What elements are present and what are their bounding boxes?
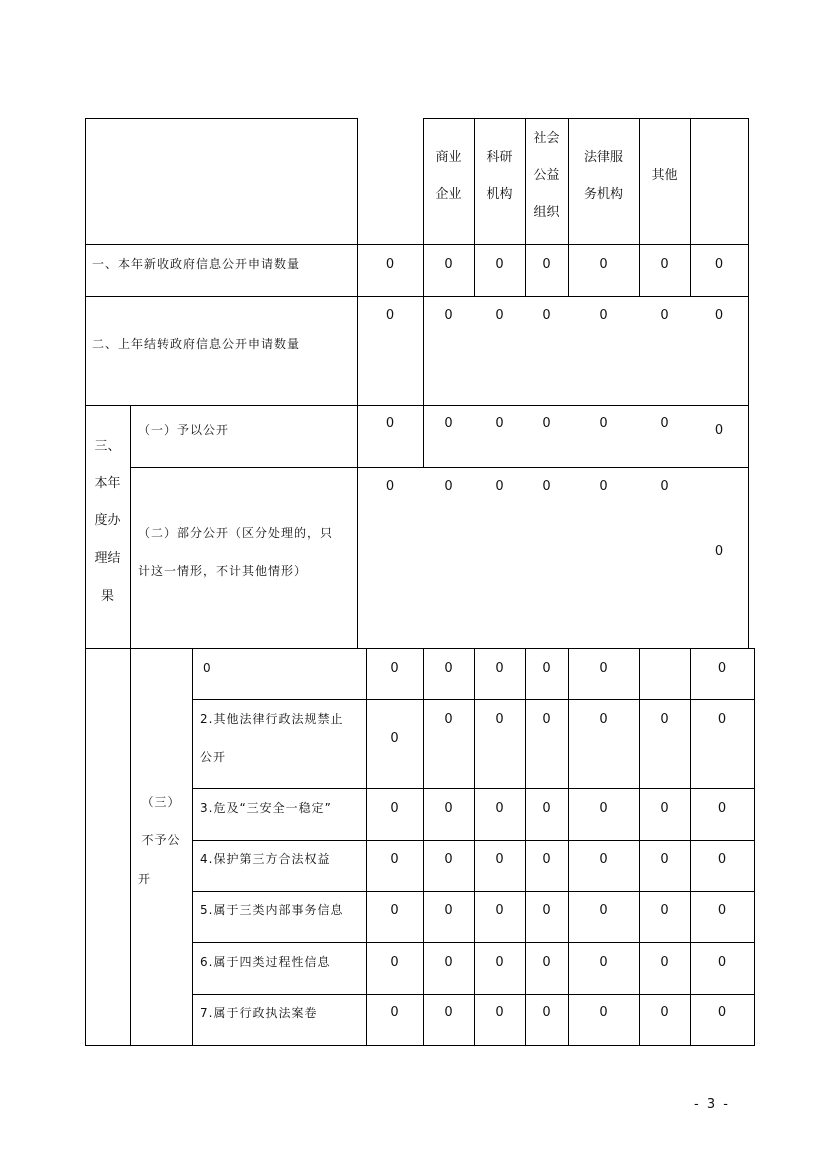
grid-line xyxy=(85,118,358,119)
cell-value: 0 xyxy=(599,801,608,816)
row-label: 公开 xyxy=(200,750,227,764)
grid-line xyxy=(423,118,749,119)
grid-line xyxy=(357,118,358,648)
cell-value: 0 xyxy=(385,308,395,323)
cell-value: 0 xyxy=(390,731,399,746)
cell-value: 0 xyxy=(495,661,504,676)
cell-value: 0 xyxy=(599,955,608,970)
cell-value: 0 xyxy=(717,801,727,816)
cell-value: 0 xyxy=(714,257,724,272)
row-label: 5.属于三类内部事务信息 xyxy=(200,903,344,917)
cell-value: 0 xyxy=(385,416,395,431)
row-label: 2.其他法律行政法规禁止 xyxy=(200,712,344,726)
row-label: 二、上年结转政府信息公开申请数量 xyxy=(92,337,301,351)
cell-value: 0 xyxy=(660,801,669,816)
grid-line xyxy=(130,648,131,1046)
row-label: 一、本年新收政府信息公开申请数量 xyxy=(92,257,301,271)
grid-line xyxy=(192,891,755,892)
cell-value: 0 xyxy=(495,903,504,918)
grid-line xyxy=(85,405,749,406)
cell-value: 0 xyxy=(542,1005,551,1020)
section-label-line: 果 xyxy=(100,589,114,604)
col-header-biz-line1: 商业 xyxy=(435,150,462,165)
cell-value: 0 xyxy=(660,257,669,272)
grid-line xyxy=(423,118,424,468)
row-label: 计这一情形，不计其他情形） xyxy=(138,564,308,578)
cell-value: 0 xyxy=(542,852,551,867)
row-label: 6.属于四类过程性信息 xyxy=(200,955,331,969)
col-header-legal-line1: 法律服 xyxy=(583,150,623,165)
grid-line xyxy=(85,1045,755,1046)
page-number: - 3 - xyxy=(694,1097,730,1112)
cell-value: 0 xyxy=(495,801,504,816)
cell-value: 0 xyxy=(599,308,608,323)
cell-value: 0 xyxy=(444,1005,453,1020)
cell-value: 0 xyxy=(599,852,608,867)
cell-value: 0 xyxy=(599,257,608,272)
cell-value: 0 xyxy=(385,479,395,494)
cell-value: 0 xyxy=(660,479,669,494)
cell-value: 0 xyxy=(390,661,399,676)
grid-line xyxy=(130,467,749,468)
grid-line xyxy=(690,648,691,1046)
cell-value: 0 xyxy=(495,852,504,867)
cell-value: 0 xyxy=(714,308,724,323)
cell-value: 0 xyxy=(444,661,453,676)
grid-line xyxy=(85,296,749,297)
cell-value: 0 xyxy=(660,852,669,867)
cell-value: 0 xyxy=(495,416,504,431)
cell-value: 0 xyxy=(714,423,724,438)
cell-value: 0 xyxy=(599,661,608,676)
col-header-biz-line2: 企业 xyxy=(435,187,462,202)
sub3-label-line: （三） xyxy=(141,795,181,809)
cell-value: 0 xyxy=(495,955,504,970)
cell-value: 0 xyxy=(599,416,608,431)
cell-value: 0 xyxy=(599,1005,608,1020)
cell-value: 0 xyxy=(542,801,551,816)
cell-value: 0 xyxy=(542,661,551,676)
row-label: （一）予以公开 xyxy=(138,423,230,437)
sub3-label-line: 开 xyxy=(138,872,152,886)
cell-value: 0 xyxy=(542,955,551,970)
cell-value: 0 xyxy=(444,257,453,272)
grid-line xyxy=(130,405,131,648)
cell-value: 0 xyxy=(444,852,453,867)
cell-value: 0 xyxy=(717,955,727,970)
cell-value: 0 xyxy=(495,1005,504,1020)
cell-value: 0 xyxy=(385,257,395,272)
cell-value: 0 xyxy=(599,479,608,494)
cell-value: 0 xyxy=(660,712,669,727)
cell-value: 0 xyxy=(542,257,551,272)
cell-value: 0 xyxy=(444,479,453,494)
cell-value: 0 xyxy=(660,903,669,918)
cell-value: 0 xyxy=(599,903,608,918)
cell-value: 0 xyxy=(444,801,453,816)
cell-value: 0 xyxy=(717,903,727,918)
cell-value: 0 xyxy=(444,416,453,431)
cell-value: 0 xyxy=(495,479,504,494)
cell-value: 0 xyxy=(390,1005,399,1020)
cell-value: 0 xyxy=(495,308,504,323)
cell-value: 0 xyxy=(390,852,399,867)
grid-line xyxy=(748,118,749,648)
grid-line xyxy=(474,648,475,1046)
cell-value: 0 xyxy=(717,661,727,676)
col-header-other: 其他 xyxy=(651,168,678,183)
cell-value: 0 xyxy=(495,712,504,727)
grid-line xyxy=(192,648,193,1046)
cell-value: 0 xyxy=(599,712,608,727)
cell-value: 0 xyxy=(542,479,551,494)
cell-value: 0 xyxy=(717,712,727,727)
cell-value: 0 xyxy=(444,903,453,918)
section-label-line: 三、 xyxy=(94,439,121,454)
cell-value: 0 xyxy=(714,544,724,559)
row-label: 0 xyxy=(203,661,212,675)
col-header-social-line1: 社会 xyxy=(533,131,560,146)
grid-line xyxy=(568,648,569,1046)
grid-line xyxy=(525,648,526,1046)
section-label-line: 本年 xyxy=(94,476,121,491)
grid-line xyxy=(639,648,640,1046)
cell-value: 0 xyxy=(660,1005,669,1020)
grid-line xyxy=(754,648,755,1046)
grid-line xyxy=(85,648,754,649)
cell-value: 0 xyxy=(542,712,551,727)
row-label: 4.保护第三方合法权益 xyxy=(200,852,331,866)
col-header-social-line2: 公益 xyxy=(533,168,560,183)
cell-value: 0 xyxy=(660,955,669,970)
grid-line xyxy=(192,788,755,789)
cell-value: 0 xyxy=(444,712,453,727)
row-label: 3.危及“三安全一稳定” xyxy=(200,801,332,815)
cell-value: 0 xyxy=(444,308,453,323)
cell-value: 0 xyxy=(444,955,453,970)
col-header-social-line3: 组织 xyxy=(533,205,560,220)
cell-value: 0 xyxy=(390,955,399,970)
cell-value: 0 xyxy=(542,308,551,323)
grid-line xyxy=(85,244,749,245)
row-label: （二）部分公开（区分处理的，只 xyxy=(138,526,334,540)
cell-value: 0 xyxy=(495,257,504,272)
grid-line xyxy=(192,699,755,700)
sub3-label-line: 不予公 xyxy=(141,833,181,847)
section-label-line: 度办 xyxy=(94,513,121,528)
cell-value: 0 xyxy=(542,903,551,918)
grid-line xyxy=(192,942,755,943)
section-label-line: 理结 xyxy=(94,551,121,566)
cell-value: 0 xyxy=(390,801,399,816)
grid-line xyxy=(423,648,424,1046)
cell-value: 0 xyxy=(542,416,551,431)
cell-value: 0 xyxy=(660,308,669,323)
cell-value: 0 xyxy=(717,852,727,867)
cell-value: 0 xyxy=(660,416,669,431)
col-header-sci-line2: 机构 xyxy=(486,187,513,202)
row-label: 7.属于行政执法案卷 xyxy=(200,1006,318,1020)
grid-line xyxy=(366,648,367,1046)
cell-value: 0 xyxy=(717,1005,727,1020)
grid-line xyxy=(192,840,755,841)
grid-line xyxy=(192,994,755,995)
cell-value: 0 xyxy=(390,903,399,918)
col-header-sci-line1: 科研 xyxy=(486,150,513,165)
col-header-legal-line2: 务机构 xyxy=(583,187,623,202)
grid-line xyxy=(85,118,86,1046)
